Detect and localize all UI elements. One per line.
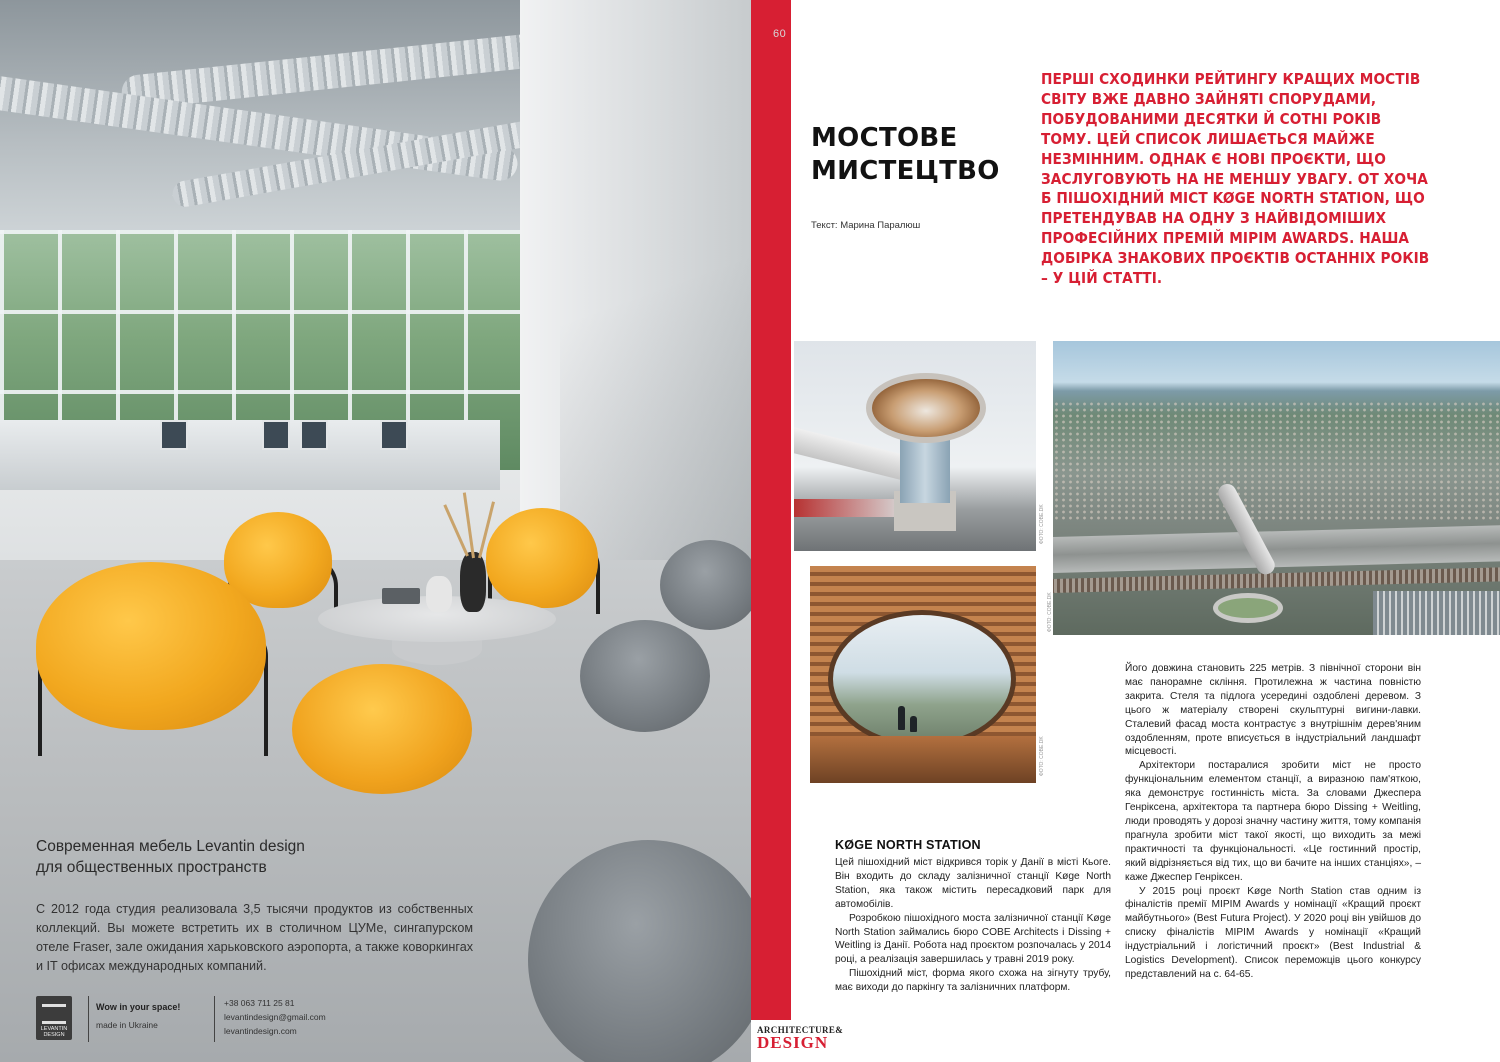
slogan: Wow in your space! — [96, 1002, 181, 1012]
photo-credit: ФОТО: COBE.DK — [1039, 736, 1045, 776]
paragraph: Цей пішохідний міст відкрився торік у Данії в місті Кьоге. Він входить до складу залізничної станції Køge North Station, яка також містить пересадковий парк для автомобілів. — [835, 857, 1111, 910]
logo-text — [36, 1026, 72, 1038]
magazine-masthead — [757, 1025, 887, 1062]
email-link[interactable]: levantindesign@gmail.com — [224, 1012, 326, 1022]
ad-heading-line2: для общественных пространств — [36, 859, 267, 876]
monitor — [160, 420, 188, 450]
monitor — [300, 420, 328, 450]
vase — [460, 552, 486, 612]
ad-body: С 2012 года студия реализовала 3,5 тысячи продуктов из собственных коллекций. Вы можете встретить их в столичном ЦУМе, сингапурском отеле Fraser, зале ожидания харьковского аэропорта, а также коворкингах и IT офисах международных компаний. — [36, 902, 473, 973]
armchair — [486, 508, 598, 608]
tower-glass — [900, 433, 950, 503]
masthead-top: ARCHITECTURE& — [757, 1025, 844, 1035]
red-side-band — [751, 0, 791, 1020]
tower-ring — [866, 373, 986, 443]
phone-number: +38 063 711 25 81 — [224, 998, 295, 1008]
masthead-bottom: DESIGN — [757, 1033, 829, 1052]
books — [382, 588, 420, 604]
section-heading: KØGE NORTH STATION — [835, 838, 981, 852]
orange-pouf — [292, 664, 472, 794]
paragraph: Архітектори постаралися зробити міст не просто функціональним елементом станції, а виразною пам'яткою, яка демонструє гостинність міста. За словами Джеспера Генріксена, архітектора та партнера бюро Dissing + Weitling, люди проводять у дорозі значну частину життя, тому компанія прагнула зробити міст такої якості, що виходить за межі практичності та функціональності. «Це гостинний простір, який відрізняється від тих, що ви бачите на інших станціях», – каже Джеспер Генріксен. — [1125, 760, 1421, 883]
photo-tower-exterior — [794, 341, 1036, 551]
title-line2: МИСТЕЦТВО — [811, 156, 1000, 186]
logo-line2: DESIGN — [43, 1032, 65, 1038]
monitor — [262, 420, 290, 450]
person — [898, 706, 905, 730]
grey-pouf — [580, 620, 710, 732]
ad-heading-line1: Современная мебель Levantin design — [36, 838, 305, 855]
logo-line1: LEVANTIN — [40, 1026, 68, 1032]
column-left — [835, 856, 1111, 995]
photo-bridge-interior — [810, 566, 1036, 783]
article-page — [751, 0, 1500, 1062]
grey-pouf — [660, 540, 751, 630]
office-desks — [0, 420, 500, 490]
train — [794, 499, 904, 517]
ad-heading — [36, 836, 456, 878]
parking-lot — [1373, 591, 1500, 635]
armchair — [36, 562, 266, 730]
article-title — [811, 122, 1071, 188]
vase — [426, 576, 452, 612]
made-in: made in Ukraine — [96, 1020, 158, 1030]
levantin-logo-icon — [36, 996, 72, 1040]
photo-aerial-view — [1053, 341, 1500, 635]
page-number: 60 — [773, 28, 787, 40]
oval-window — [828, 610, 1016, 748]
photo-credit: ФОТО: COBE.DK — [1047, 592, 1053, 632]
photo-credit: ФОТО: COBE.DK — [1039, 504, 1045, 544]
footer-divider — [88, 996, 89, 1042]
byline: Текст: Марина Паралюш — [811, 220, 921, 231]
paragraph: Пішохідний міст, форма якого схожа на зігнуту трубу, має виходи до паркінгу та залізничних платформ. — [835, 968, 1111, 994]
title-line1: МОСТОВЕ — [811, 123, 958, 153]
wooden-floor — [810, 736, 1036, 783]
paragraph: У 2015 році проєкт Køge North Station став одним із фіналістів премії MIPIM Awards у номінації «Кращий проєкт майбутнього» (Best Futura Project). У 2020 році він увійшов до списку фіналістів MIPIM Awards у номінації «Кращий індустріальний і логістичний проєкт» (Best Industrial & Logistics Development). Список переможців цього конкурсу представлений на с. 64-65. — [1125, 885, 1421, 980]
footer-divider — [214, 996, 215, 1042]
roundabout — [1213, 593, 1283, 623]
paragraph: Розробкою пішохідного моста залізничної станції Køge North Station займались бюро COBE Architects і Dissing + Weitling із Данії. Робота над проєктом розпочалась у 2014 році, а реалізація завершилась у травні 2019 року. — [835, 912, 1111, 966]
person — [910, 716, 917, 732]
lede: ПЕРШІ СХОДИНКИ РЕЙТИНГУ КРАЩИХ МОСТІВ СВІТУ ВЖЕ ДАВНО ЗАЙНЯТІ СПОРУДАМИ, ПОБУДОВАНИМИ ДЕСЯТКИ Й СОТНІ РОКІВ ТОМУ. ЦЕЙ СПИСОК ЛИШАЄТЬСЯ МАЙЖЕ НЕЗМІННИМ. ОДНАК Є НОВІ ПРОЄКТИ, ЩО ЗАСЛУГОВУЮТЬ НА НЕ МЕНШУ УВАГУ. ОТ ХОЧА Б ПІШОХІДНИЙ МІСТ KØGE NORTH STATION, ЩО ПРЕТЕНДУВАВ НА ОДНУ З НАЙВІДОМІШИХ ПРОФЕСІЙНИХ ПРЕМІЙ MIPIM AWARDS. НАША ДОБІРКА ЗНАКОВИХ ПРОЄКТІВ ОСТАННІХ РОКІВ – У ЦІЙ СТАТТІ. — [1041, 70, 1430, 288]
highway — [1053, 524, 1500, 573]
monitor — [380, 420, 408, 450]
paragraph: Його довжина становить 225 метрів. З північної сторони він має панорамне скління. Протилежна ж частина повністю закрита. Стеля та підлога усередині оздоблені деревом. З цього ж матеріалу створені скульптурні вигини-лавки. Сталевий фасад моста контрастує з внутрішнім дерев'яним оздобленням, проте вписується в індустріальний ландшафт місцевості. — [1125, 663, 1421, 758]
column-right — [1125, 662, 1421, 982]
ad-footer — [36, 996, 456, 1044]
website-link[interactable]: levantindesign.com — [224, 1026, 297, 1036]
houses — [1053, 401, 1500, 521]
